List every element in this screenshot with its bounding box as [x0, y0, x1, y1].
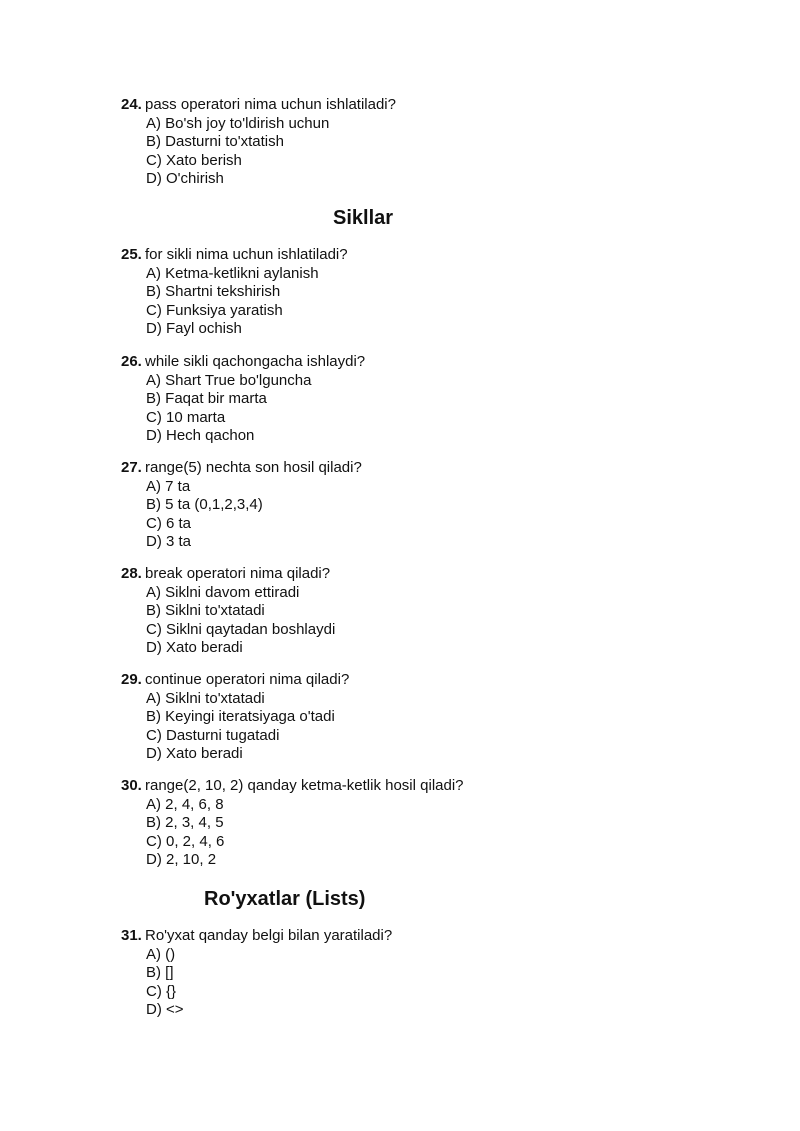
option-list: [121, 584, 761, 658]
question-27: [121, 459, 761, 552]
option-list: [121, 946, 761, 1020]
option-a: A) 7 ta: [146, 477, 191, 495]
option-a: A) Siklni to'xtatadi: [146, 689, 265, 707]
question-number: 24.: [121, 96, 142, 113]
option-c: C) Funksiya yaratish: [146, 301, 283, 319]
option-d: D) Xato beradi: [146, 745, 243, 762]
option-b: B) 5 ta (0,1,2,3,4): [146, 496, 263, 513]
option-b: B) Siklni to'xtatadi: [146, 602, 265, 619]
question-number: 29.: [121, 671, 142, 688]
option-b: B) 2, 3, 4, 5: [146, 814, 224, 831]
option-list: [121, 796, 761, 870]
option-list: [121, 265, 761, 339]
question-text-line: [121, 565, 761, 584]
question-29: [121, 671, 761, 764]
option-b: B) Shartni tekshirish: [146, 283, 281, 300]
option-list: [121, 115, 761, 189]
option-d: D) O'chirish: [146, 170, 224, 187]
question-number: 28.: [121, 565, 142, 582]
question-number: 25.: [121, 246, 142, 263]
question-text: while sikli qachongacha ishlaydi?: [145, 353, 366, 370]
question-text-line: [121, 353, 761, 372]
option-c: C) 10 marta: [146, 408, 226, 426]
option-d: D) 3 ta: [146, 533, 192, 550]
option-c: C) Dasturni tugatadi: [146, 726, 280, 744]
question-text-line: [121, 96, 761, 115]
question-number: 27.: [121, 459, 142, 476]
option-b: B) Dasturni to'xtatish: [146, 133, 284, 150]
question-30: [121, 777, 761, 870]
question-text: for sikli nima uchun ishlatiladi?: [145, 246, 348, 263]
question-text: pass operatori nima uchun ishlatiladi?: [145, 96, 396, 113]
option-a: A) Siklni davom ettiradi: [146, 583, 300, 601]
question-number: 30.: [121, 777, 142, 794]
option-c: C) 6 ta: [146, 514, 192, 532]
option-list: [121, 690, 761, 764]
option-b: B) Faqat bir marta: [146, 390, 267, 407]
option-b: B) []: [146, 964, 174, 981]
option-c: C) Siklni qaytadan boshlaydi: [146, 620, 336, 638]
question-text: continue operatori nima qiladi?: [145, 671, 350, 688]
option-c: C) Xato berish: [146, 151, 242, 169]
option-d: D) 2, 10, 2: [146, 851, 217, 868]
option-d: D) Hech qachon: [146, 427, 255, 444]
option-a: A) Bo'sh joy to'ldirish uchun: [146, 114, 330, 132]
option-b: B) Keyingi iteratsiyaga o'tadi: [146, 708, 335, 725]
option-d: D) Xato beradi: [146, 639, 243, 656]
question-26: [121, 353, 761, 446]
question-number: 26.: [121, 353, 142, 370]
option-a: A) 2, 4, 6, 8: [146, 795, 224, 813]
option-a: A) Ketma-ketlikni aylanish: [146, 264, 319, 282]
question-text-line: [121, 777, 761, 796]
section-title-royxatlar: Ro'yxatlar (Lists): [204, 888, 366, 910]
option-c: C) 0, 2, 4, 6: [146, 832, 225, 850]
option-d: D) <>: [146, 1001, 184, 1018]
question-number: 31.: [121, 927, 142, 944]
question-25: [121, 246, 761, 339]
option-list: [121, 372, 761, 446]
question-text: break operatori nima qiladi?: [145, 565, 331, 582]
option-c: C) {}: [146, 982, 177, 1000]
question-text: range(2, 10, 2) qanday ketma-ketlik hosil qiladi?: [145, 777, 464, 794]
question-text-line: [121, 671, 761, 690]
section-title-sikllar: Sikllar: [333, 207, 394, 229]
question-text: Ro'yxat qanday belgi bilan yaratiladi?: [145, 927, 393, 944]
question-text-line: [121, 459, 761, 478]
question-text: range(5) nechta son hosil qiladi?: [145, 459, 362, 476]
question-24: [121, 96, 761, 189]
option-a: A) Shart True bo'lguncha: [146, 371, 312, 389]
question-text-line: [121, 246, 761, 265]
question-text-line: [121, 927, 761, 946]
option-a: A) (): [146, 945, 176, 963]
option-list: [121, 478, 761, 552]
option-d: D) Fayl ochish: [146, 320, 242, 337]
question-31: [121, 927, 761, 1020]
question-28: [121, 565, 761, 658]
